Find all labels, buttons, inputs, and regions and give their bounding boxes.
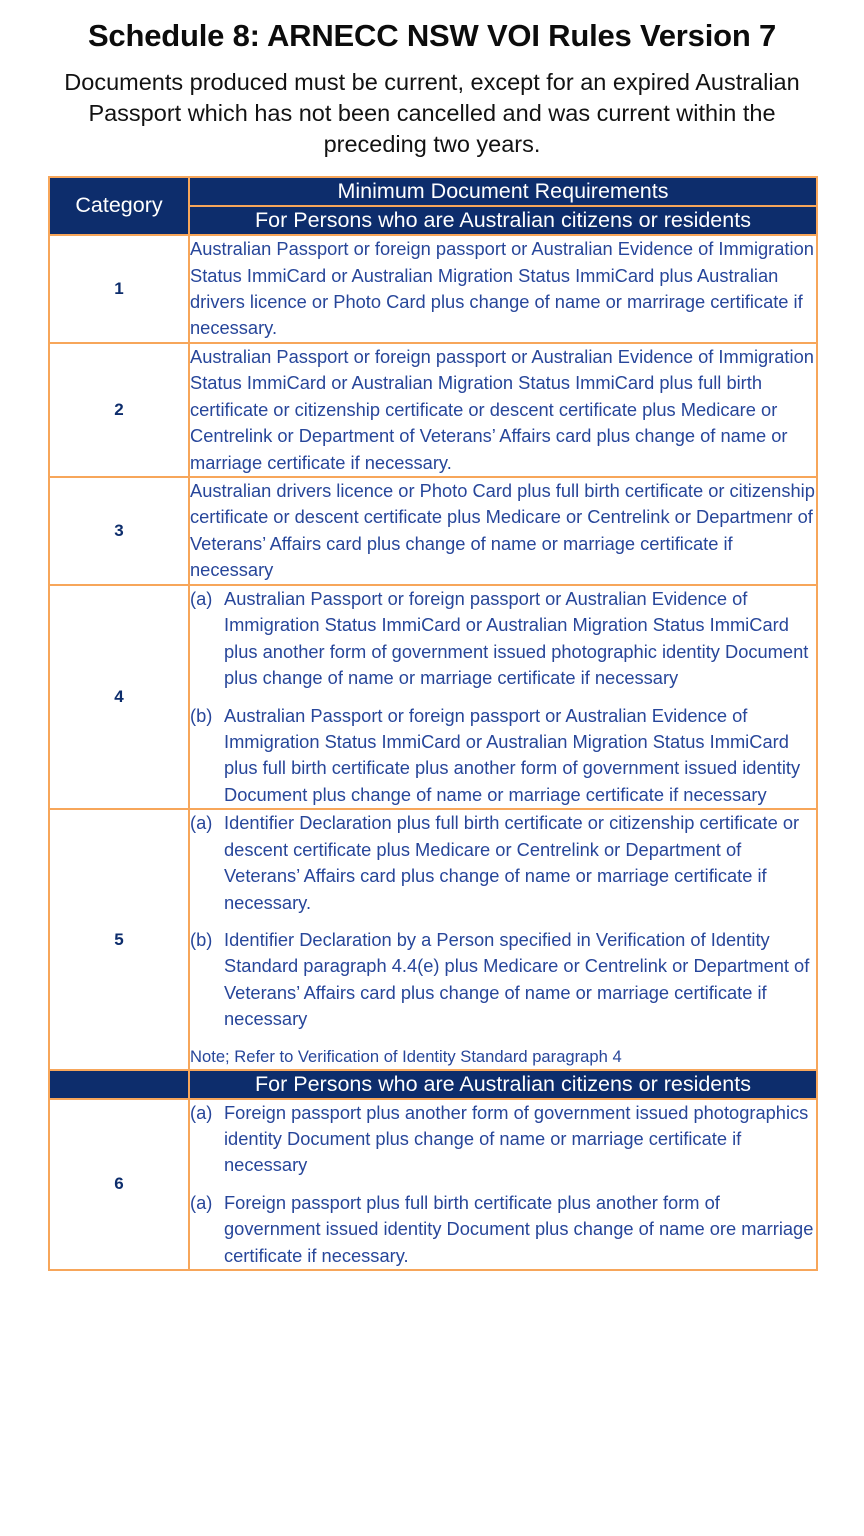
requirement-text: Identifier Declaration plus full birth certificate or citizenship certificate or descent certificate plus Medicare or Centrelink or Department of Veterans’ Affairs card plus change of name or marriage certificate if necessary. (224, 812, 800, 913)
item-marker: (a) (190, 1191, 213, 1213)
section-banner-row (49, 1070, 817, 1099)
requirement-list-item (190, 810, 816, 916)
column-subheader-persons: For Persons who are Australian citizens or residents (189, 206, 817, 235)
category-number: 6 (49, 1099, 189, 1271)
requirement-text: Australian Passport or foreign passport or Australian Evidence of Immigration Status ImmiCard or Australian Migration Status ImmiCard plus full birth certificate or citizenship certificate or descent certificate plus Medicare or Centrelink or Department of Veterans’ Affairs card plus change of name or marriage certificate if necessary. (190, 345, 814, 473)
requirement-text: Foreign passport plus full birth certificate plus another form of government issued identity Document plus change of name ore marriage certificate if necessary. (224, 1191, 814, 1266)
voi-requirements-table (48, 176, 818, 1271)
table-row (49, 343, 817, 477)
category-number: 4 (49, 585, 189, 810)
requirement-text: Australian Passport or foreign passport or Australian Evidence of Immigration Status ImmiCard or Australian Migration Status ImmiCard plus Australian drivers licence or Photo Card plus change of name or marrirage certificate if necessary. (190, 238, 814, 339)
requirement-list-item (190, 1100, 816, 1179)
banner-blank-cell (49, 1070, 189, 1099)
table-row (49, 585, 817, 810)
requirement-list-item (190, 703, 816, 809)
table-row (49, 235, 817, 343)
category-number: 3 (49, 477, 189, 585)
table-row (49, 477, 817, 585)
section-banner-label: For Persons who are Australian citizens or residents (189, 1070, 817, 1099)
requirement-text: Australian drivers licence or Photo Card plus full birth certificate or citizenship certificate or descent certificate plus Medicare or Centrelink or Departmenr of Veterans’ Affairs card plus change of name or marriage certificate if necessary (190, 480, 815, 581)
requirements-cell (189, 809, 817, 1069)
page-title: Schedule 8: ARNECC NSW VOI Rules Version 7 (87, 18, 777, 53)
table-row (49, 809, 817, 1069)
item-marker: (b) (190, 929, 213, 951)
requirement-text: Foreign passport plus another form of government issued photographics identity Document plus change of name or marriage certificate if necessary (224, 1101, 809, 1176)
category-number: 5 (49, 809, 189, 1069)
requirement-list-item (190, 927, 816, 1033)
requirement-note: Note; Refer to Verification of Identity Standard paragraph 4 (190, 1046, 622, 1066)
item-marker: (a) (190, 587, 213, 609)
voi-table-body (49, 177, 817, 1270)
requirement-text: Identifier Declaration by a Person specified in Verification of Identity Standard paragraph 4.4(e) plus Medicare or Centrelink or Department of Veterans’ Affairs card plus change of name or marriage certificate if necessary (224, 929, 810, 1030)
requirement-list-item (190, 586, 816, 692)
requirements-cell (189, 235, 817, 343)
requirements-cell (189, 343, 817, 477)
item-marker: (b) (190, 704, 213, 726)
intro-paragraph: Documents produced must be current, except for an expired Australian Passport which has not been cancelled and was current within the preceding two years. (64, 68, 800, 158)
requirements-cell (189, 585, 817, 810)
category-number: 2 (49, 343, 189, 477)
column-header-requirements: Minimum Document Requirements (189, 177, 817, 206)
requirements-cell (189, 1099, 817, 1271)
table-header-row (49, 177, 817, 206)
requirement-text: Australian Passport or foreign passport or Australian Evidence of Immigration Status ImmiCard or Australian Migration Status ImmiCard plus another form of government issued photographic identity Document plus change of name or marriage certificate if necessary (224, 587, 809, 689)
table-row (49, 1099, 817, 1271)
column-header-category: Category (49, 177, 189, 235)
category-number: 1 (49, 235, 189, 343)
item-marker: (a) (190, 812, 213, 834)
requirement-list-item (190, 1190, 816, 1269)
voi-table-wrapper (0, 160, 864, 1271)
requirement-text: Australian Passport or foreign passport or Australian Evidence of Immigration Status ImmiCard or Australian Migration Status ImmiCard plus full birth certificate plus another form of government issued identity Document plus change of name or marriage certificate if necessary (224, 704, 801, 805)
item-marker: (a) (190, 1101, 213, 1123)
requirements-cell (189, 477, 817, 585)
